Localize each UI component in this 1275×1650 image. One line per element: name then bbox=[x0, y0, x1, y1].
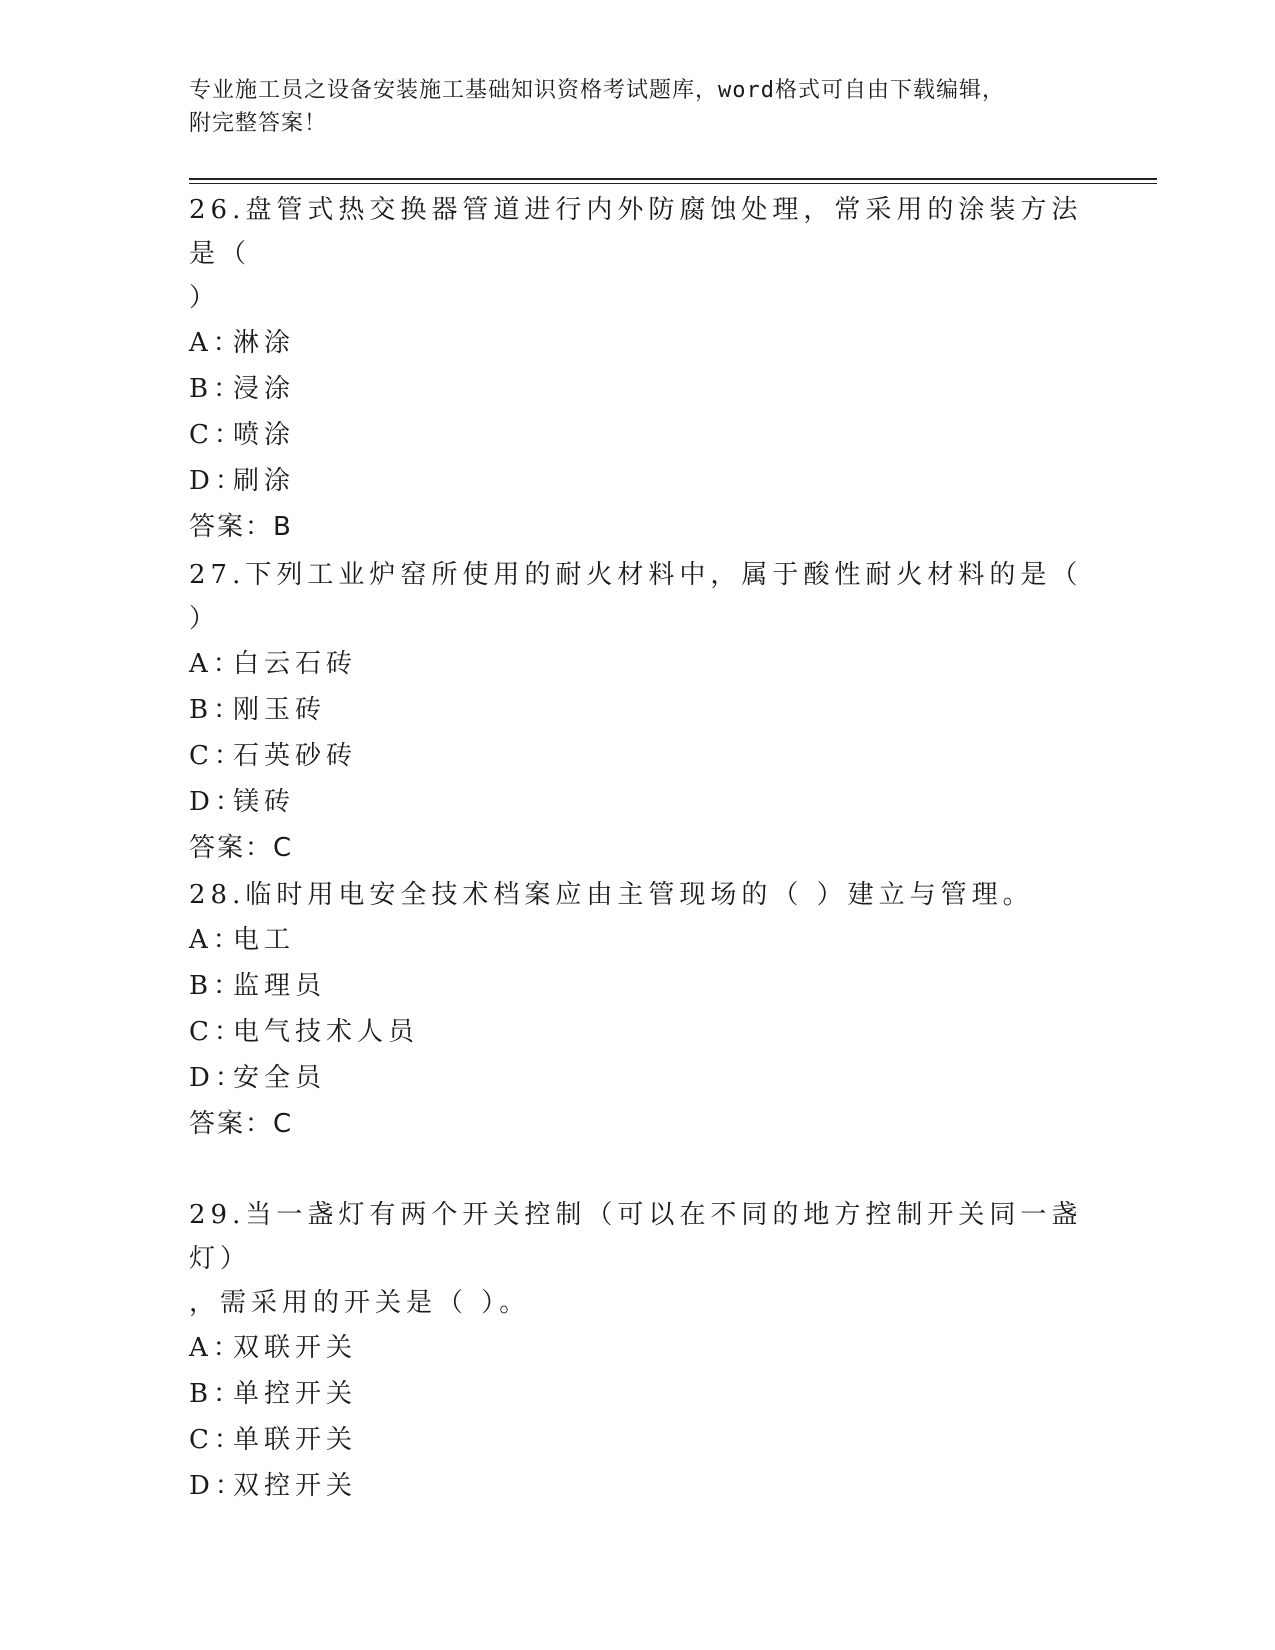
option-text: 镁砖 bbox=[233, 787, 296, 817]
answer: 答案：C bbox=[189, 1109, 294, 1139]
option-text: 安全员 bbox=[233, 1063, 327, 1093]
option-text: 电工 bbox=[233, 925, 296, 955]
option-d bbox=[189, 458, 1089, 504]
option-d bbox=[189, 779, 1089, 825]
option-b bbox=[189, 687, 1089, 733]
header-divider-thin bbox=[189, 183, 1157, 184]
option-d bbox=[189, 1055, 1089, 1101]
option-key: C： bbox=[189, 741, 245, 771]
option-b bbox=[189, 366, 1089, 412]
option-text: 淋涂 bbox=[233, 328, 296, 358]
option-d bbox=[189, 1463, 1089, 1509]
question-28 bbox=[189, 873, 1089, 1147]
question-stem-continued: ） bbox=[189, 283, 221, 313]
answer: 答案：B bbox=[189, 512, 293, 542]
question-27 bbox=[189, 553, 1089, 871]
header-divider-thick bbox=[189, 178, 1157, 180]
option-key: D： bbox=[189, 466, 246, 496]
option-text: 石英砂砖 bbox=[233, 741, 358, 771]
option-key: B： bbox=[189, 374, 245, 404]
option-key: B： bbox=[189, 695, 245, 725]
option-key: D： bbox=[189, 1063, 246, 1093]
option-text: 双控开关 bbox=[233, 1471, 358, 1501]
option-a bbox=[189, 320, 1089, 366]
option-key: A： bbox=[189, 925, 244, 955]
option-text: 刷涂 bbox=[233, 466, 296, 496]
option-c bbox=[189, 733, 1089, 779]
option-text: 单联开关 bbox=[233, 1425, 358, 1455]
option-key: D： bbox=[189, 1471, 246, 1501]
question-stem: 29.当一盏灯有两个开关控制（可以在不同的地方控制开关同一盏灯） bbox=[189, 1200, 1083, 1274]
option-text: 双联开关 bbox=[233, 1333, 358, 1363]
option-c bbox=[189, 412, 1089, 458]
option-text: 电气技术人员 bbox=[233, 1017, 420, 1047]
option-key: C： bbox=[189, 1017, 245, 1047]
option-text: 刚玉砖 bbox=[233, 695, 327, 725]
option-a bbox=[189, 641, 1089, 687]
option-a bbox=[189, 917, 1089, 963]
option-b bbox=[189, 1371, 1089, 1417]
option-text: 监理员 bbox=[233, 971, 327, 1001]
question-stem: 28.临时用电安全技术档案应由主管现场的（ ）建立与管理。 bbox=[189, 880, 1034, 910]
question-stem-continued: ，需采用的开关是（ ）。 bbox=[189, 1288, 531, 1318]
header-line-2: 附完整答案！ bbox=[189, 111, 328, 136]
option-key: B： bbox=[189, 1379, 245, 1409]
option-key: C： bbox=[189, 420, 245, 450]
option-text: 白云石砖 bbox=[233, 649, 358, 679]
answer: 答案：C bbox=[189, 833, 294, 863]
document-header bbox=[189, 74, 1069, 140]
question-stem: 27.下列工业炉窑所使用的耐火材料中，属于酸性耐火材料的是（ ） bbox=[189, 560, 1083, 634]
question-29 bbox=[189, 1193, 1089, 1509]
option-c bbox=[189, 1009, 1089, 1055]
option-c bbox=[189, 1417, 1089, 1463]
question-stem: 26.盘管式热交换器管道进行内外防腐蚀处理，常采用的涂装方法是（ bbox=[189, 195, 1083, 269]
option-key: C： bbox=[189, 1425, 245, 1455]
option-text: 单控开关 bbox=[233, 1379, 358, 1409]
question-26 bbox=[189, 188, 1089, 550]
option-text: 喷涂 bbox=[233, 420, 296, 450]
option-key: D： bbox=[189, 787, 246, 817]
option-key: B： bbox=[189, 971, 245, 1001]
option-key: A： bbox=[189, 649, 244, 679]
option-text: 浸涂 bbox=[233, 374, 296, 404]
header-line-1: 专业施工员之设备安装施工基础知识资格考试题库，word格式可自由下载编辑， bbox=[189, 78, 1005, 103]
option-key: A： bbox=[189, 1333, 244, 1363]
option-key: A： bbox=[189, 328, 244, 358]
option-b bbox=[189, 963, 1089, 1009]
option-a bbox=[189, 1325, 1089, 1371]
